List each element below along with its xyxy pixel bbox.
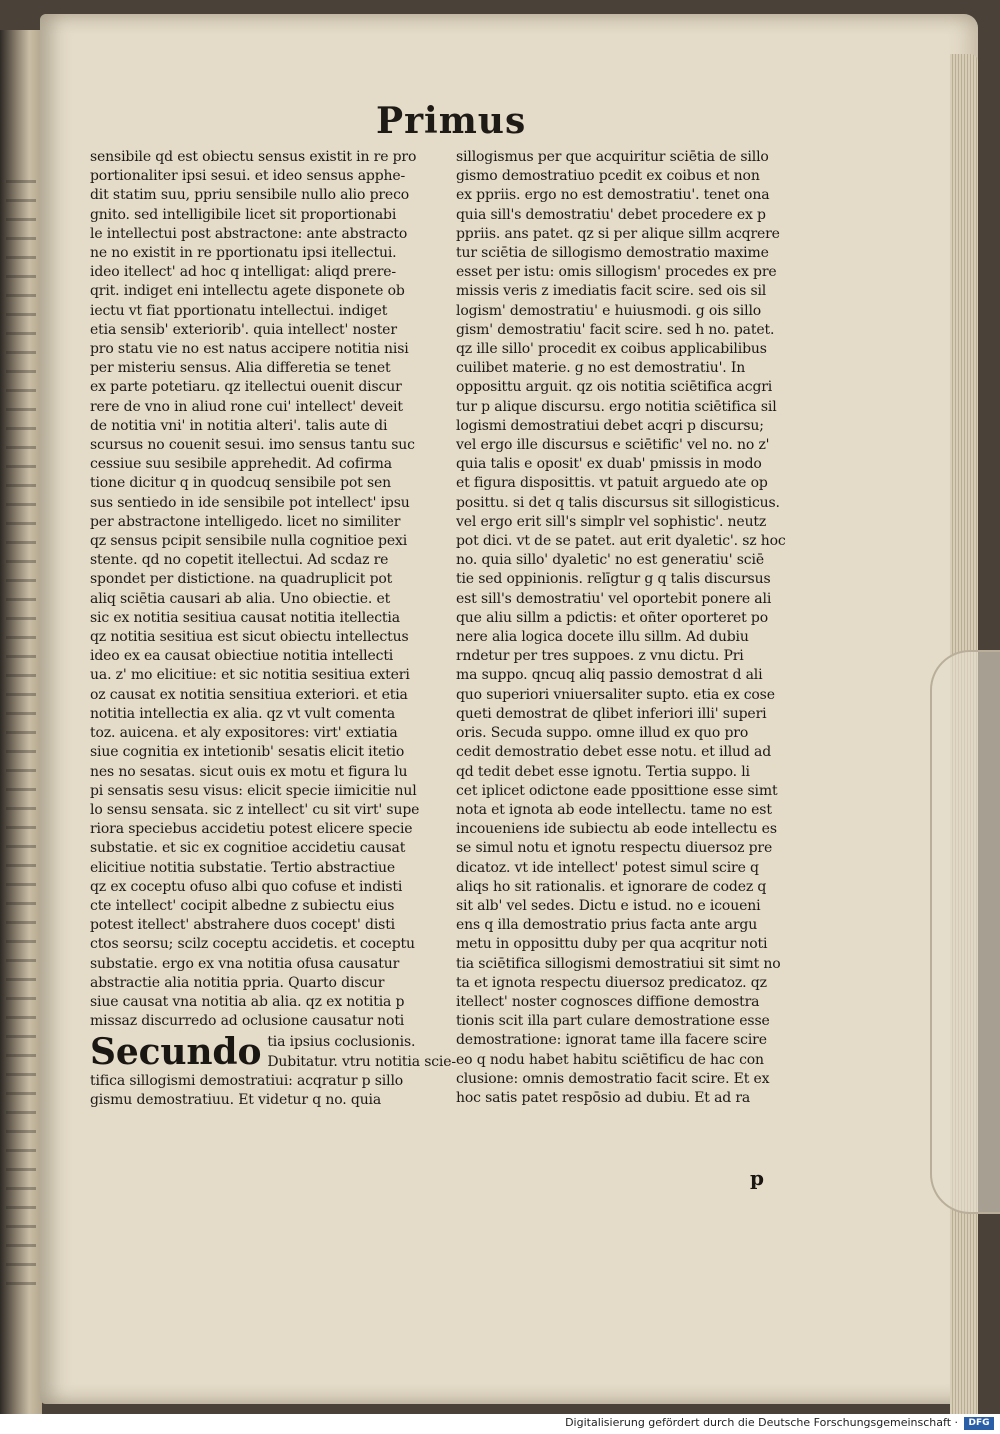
text-line: cuilibet materie. g no est demostratiu'. In: [456, 360, 746, 377]
left-column: [90, 148, 456, 1110]
text-line: substatie. et sic ex cognitioe accidetiu causat: [90, 840, 406, 857]
text-line: ta et ignota respectu diuersoz predicatoz. qz: [456, 974, 767, 991]
left-column-lines: [90, 148, 430, 1031]
text-line: dit statim suu, ppriu sensibile nullo alio preco: [90, 187, 410, 204]
text-line: dicatoz. vt ide intellect' potest simul scire q: [456, 859, 759, 876]
text-line: siue cognitia ex intetionib' sesatis elicit itetio: [90, 744, 405, 761]
footer-credit: Digitalisierung gefördert durch die Deutsche Forschungsgemeinschaft ·: [565, 1416, 958, 1429]
text-line: hoc satis patet respōsio ad dubiu. Et ad ra: [456, 1089, 751, 1106]
text-line: ctos seorsu; scilz coceptu accidetis. et coceptu: [90, 936, 415, 953]
text-line: ua. z' mo elicitiue: et sic notitia sesitiua exteri: [90, 667, 410, 684]
text-line: substatie. ergo ex vna notitia ofusa causatur: [90, 955, 400, 972]
text-line: est sill's demostratiu' vel oportebit ponere ali: [456, 590, 772, 607]
text-line: notitia intellectia ex alia. qz vt vult comenta: [90, 705, 396, 722]
text-line: gnito. sed intelligibile licet sit proportionabi: [90, 206, 397, 223]
text-line: oris. Secuda suppo. omne illud ex quo pro: [456, 725, 749, 742]
facing-page-edge: [6, 180, 36, 1300]
text-line: nes no sesatas. sicut ouis ex motu et figura lu: [90, 763, 408, 780]
text-line: esset per istu: omis sillogism' procedes ex pre: [456, 264, 777, 281]
text-line: tie sed oppinionis. relīgtur g q talis discursus: [456, 571, 771, 588]
text-line: oz causat ex notitia sensitiua exteriori. et etia: [90, 686, 408, 703]
text-line: etia sensib' exteriorib'. quia intellect' noster: [90, 321, 397, 338]
text-line: riora speciebus accidetiu potest elicere specie: [90, 821, 413, 838]
text-line: Dubitatur. vtru notitia scie-: [267, 1053, 456, 1070]
text-line: aliq sciētia causari ab alia. Uno obiectie. et: [90, 590, 391, 607]
text-line: nere alia logica docete illu sillm. Ad dubiu: [456, 629, 749, 646]
text-line: per misteriu sensus. Alia differetia se tenet: [90, 360, 391, 377]
text-line: qrit. indiget eni intellectu agete disponete ob: [90, 283, 405, 300]
text-line: gismo demostratiuo pcedit ex coibus et non: [456, 168, 760, 185]
secundo-block: [90, 1031, 456, 1074]
secundo-initial: Secundo: [90, 1031, 262, 1074]
text-line: ne no existit in re pportionatu ipsi itellectui.: [90, 245, 397, 262]
text-line: clusione: omnis demostratio facit scire. Et ex: [456, 1070, 770, 1087]
text-line: incoueniens ide subiectu ab eode intellectu es: [456, 821, 777, 838]
text-line: gism' demostratiu' facit scire. sed h no. patet.: [456, 321, 775, 338]
text-line: potest itellect' abstrahere duos cocept' disti: [90, 917, 395, 934]
text-line: se simul notu et ignotu respectu diuersoz pre: [456, 840, 773, 857]
dfg-logo: DFG: [964, 1417, 994, 1430]
text-line: sensibile qd est obiectu sensus existit in re pro: [90, 149, 417, 165]
text-line: scursus no couenit sesui. imo sensus tantu suc: [90, 437, 415, 454]
text-line: queti demostrat de qlibet inferiori illi' superi: [456, 705, 767, 722]
running-header: Primus: [376, 100, 527, 142]
text-line: qd tedit debet esse ignotu. Tertia suppo. li: [456, 763, 750, 780]
text-line: cedit demostratio debet esse notu. et illud ad: [456, 744, 772, 761]
text-line: siue causat vna notitia ab alia. qz ex notitia p: [90, 993, 405, 1010]
text-line: iectu vt fiat pportionatu intellectui. indiget: [90, 302, 388, 319]
text-line: quia talis e oposit' ex duab' pmissis in modo: [456, 456, 762, 473]
text-line: demostratione: ignorat tame illa facere scire: [456, 1032, 767, 1049]
text-line: sic ex notitia sesitiua causat notitia itellectia: [90, 609, 400, 626]
text-line: sus sentiedo in ide sensibile pot intellect' ipsu: [90, 494, 410, 511]
right-column-lines: [456, 148, 812, 1108]
text-line: cessiue suu sesibile apprehedit. Ad cofirma: [90, 456, 393, 473]
text-line: posittu. si det q talis discursus sit sillogisticus.: [456, 494, 780, 511]
text-line: tia sciētifica sillogismi demostratiui sit simt no: [456, 955, 781, 972]
text-line: tionis scit illa part culare demostratione esse: [456, 1013, 770, 1030]
text-line: sillogismus per que acquiritur sciētia de sillo: [456, 149, 769, 165]
book-spine: [0, 30, 42, 1414]
text-line: ens q illa demostratio prius facta ante argu: [456, 917, 758, 934]
text-line: cet iplicet odictone eade pposittione esse simt: [456, 782, 778, 799]
text-line: sit alb' vel sedes. Dictu e istud. no e icoueni: [456, 897, 761, 914]
text-line: pot dici. vt de se patet. aut erit dyaletic'. sz hoc: [456, 533, 786, 550]
text-line: tia ipsius coclusionis.: [267, 1034, 416, 1051]
text-line: le intellectui post abstractone: ante abstracto: [90, 225, 408, 242]
text-line: tifica sillogismi demostratiui: acqratur p sillo: [90, 1072, 404, 1089]
text-line: ex parte potetiaru. qz itellectui ouenit discur: [90, 379, 402, 396]
text-line: qz notitia sesitiua est sicut obiectu intellectus: [90, 629, 409, 646]
text-line: no. quia sillo' dyaletic' no est generatiu' sciē: [456, 552, 764, 569]
text-line: nota et ignota ab eode intellectu. tame no est: [456, 801, 772, 818]
text-line: missis veris z imediatis facit scire. sed ois sil: [456, 283, 767, 300]
text-line: pro statu vie no est natus accipere notitia nisi: [90, 341, 409, 358]
text-line: ex ppriis. ergo no est demostratiu'. tenet ona: [456, 187, 770, 204]
text-line: aliqs ho sit rationalis. et ignorare de codez q: [456, 878, 767, 895]
text-line: vel ergo ille discursus e sciētific' vel no. no z': [456, 437, 770, 454]
text-line: et figura disposittis. vt patuit arguedo ate op: [456, 475, 768, 492]
text-line: tur p alique discursu. ergo notitia sciētifica sil: [456, 398, 777, 415]
page-tab: [930, 650, 1000, 1214]
text-line: quia sill's demostratiu' debet procedere ex p: [456, 206, 766, 223]
text-line: qz ex coceptu ofuso albi quo cofuse et indisti: [90, 878, 403, 895]
text-line: missaz discurredo ad oclusione causatur noti: [90, 1013, 405, 1030]
text-line: ideo itellect' ad hoc q intelligat: aliqd prere-: [90, 264, 396, 281]
text-line: spondet per distictione. na quadruplicit pot: [90, 571, 393, 588]
text-line: de notitia vni' in notitia alteri'. talis aute di: [90, 417, 388, 434]
text-line: itellect' noster cognosces diffione demostra: [456, 993, 760, 1010]
text-line: qz ille sillo' procedit ex coibus applicabilibus: [456, 341, 767, 358]
text-line: logismi demostratiui debet acqri p discursu;: [456, 417, 764, 434]
text-line: cte intellect' cocipit albedne z subiectu eius: [90, 897, 395, 914]
right-column: [456, 148, 812, 1108]
text-line: abstractie alia notitia ppria. Quarto discur: [90, 974, 385, 991]
text-line: metu in opposittu duby per qua acqritur noti: [456, 936, 768, 953]
text-line: toz. auicena. et aly expositores: virt' extiatia: [90, 725, 398, 742]
footer: [0, 1414, 1000, 1434]
text-line: elicitiue notitia substatie. Tertio abstractiue: [90, 859, 396, 876]
text-line: rere de vno in aliud rone cui' intellect' deveit: [90, 398, 403, 415]
left-column-tail: [90, 1072, 430, 1110]
text-line: que aliu sillm a pdictis: et oñter oporteret po: [456, 609, 768, 626]
text-line: pi sensatis sesu visus: elicit specie iimicitie nul: [90, 782, 417, 799]
text-line: logism' demostratiu' e huiusmodi. g ois sillo: [456, 302, 762, 319]
text-line: rndetur per tres suppoes. z vnu dictu. Pri: [456, 648, 744, 665]
text-line: lo sensu sensata. sic z intellect' cu sit virt' supe: [90, 801, 420, 818]
text-line: eo q nodu habet habitu sciētificu de hac con: [456, 1051, 764, 1068]
text-line: gismu demostratiuu. Et videtur q no. quia: [90, 1091, 382, 1108]
text-line: ma suppo. qncuq aliq passio demostrat d ali: [456, 667, 763, 684]
text-line: tione dicitur q in quodcuq sensibile pot sen: [90, 475, 391, 492]
text-line: ppriis. ans patet. qz si per alique sillm acqrere: [456, 225, 780, 242]
text-line: quo superiori vniuersaliter supto. etia ex cose: [456, 686, 775, 703]
catchword: p: [750, 1166, 764, 1190]
text-line: opposittu arguit. qz ois notitia sciētifica acgri: [456, 379, 773, 396]
text-line: portionaliter ipsi sesui. et ideo sensus apphe-: [90, 168, 406, 185]
text-line: stente. qd no copetit itellectui. Ad scdaz re: [90, 552, 389, 569]
text-line: qz sensus pcipit sensibile nulla cognitioe pexi: [90, 533, 408, 550]
text-line: vel ergo erit sill's simplr vel sophistic'. neutz: [456, 513, 767, 530]
text-line: ideo ex ea causat obiectiue notitia intellecti: [90, 648, 394, 665]
text-line: per abstractone intelligedo. licet no similiter: [90, 513, 401, 530]
secundo-lines: [267, 1033, 456, 1071]
text-line: tur sciētia de sillogismo demostratio maxime: [456, 245, 769, 262]
